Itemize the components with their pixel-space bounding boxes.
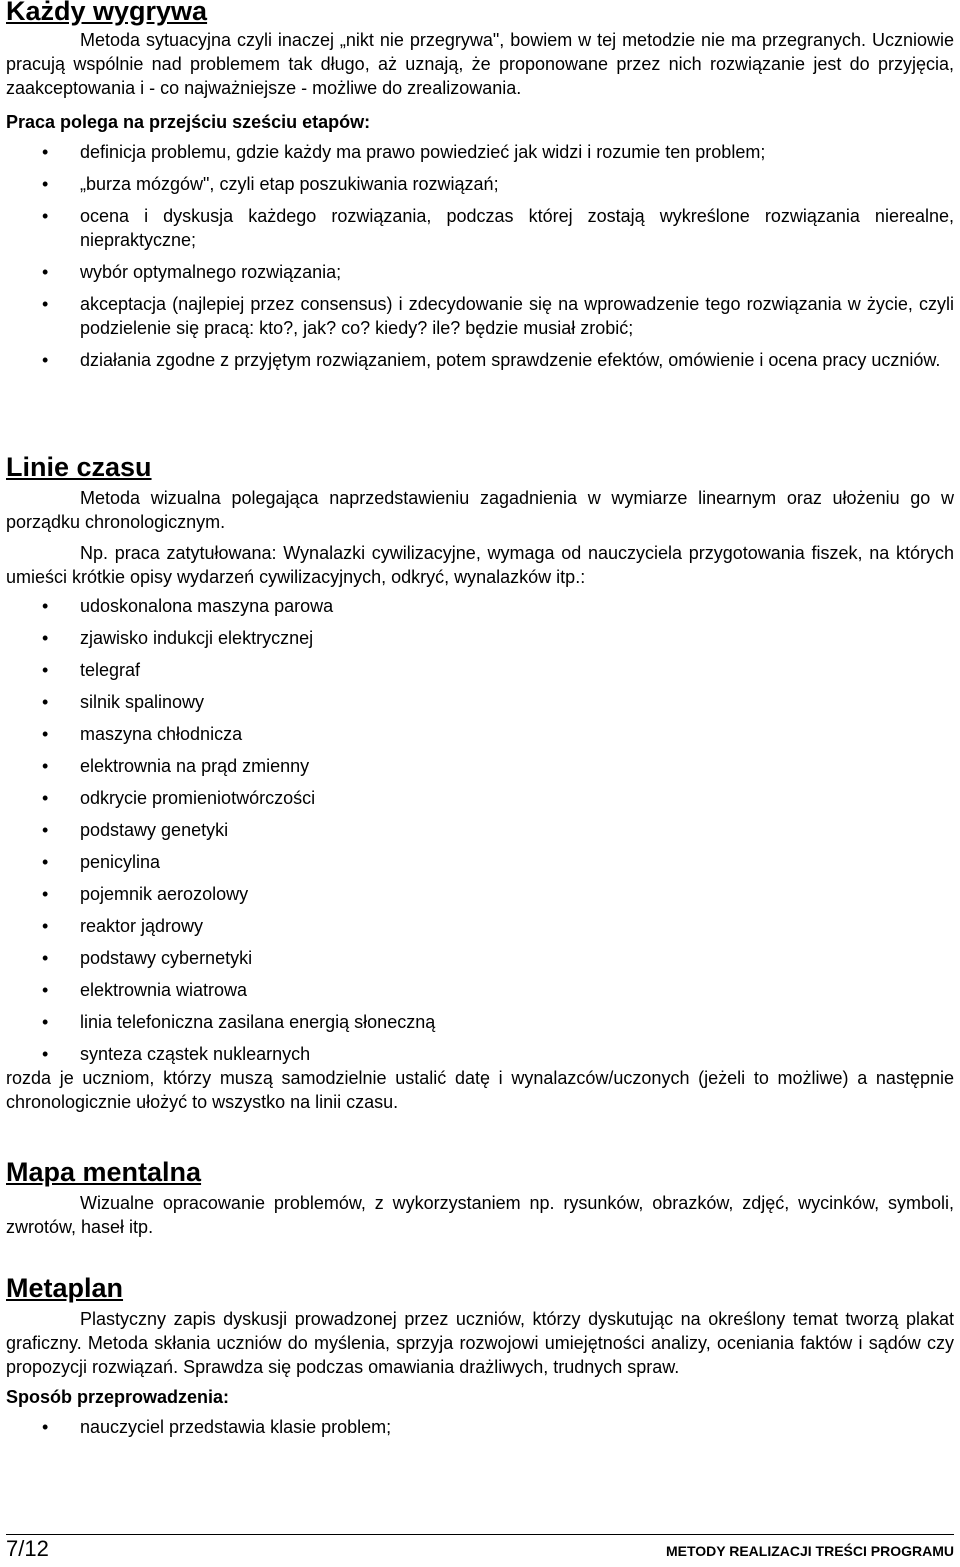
page-footer bbox=[6, 1536, 954, 1566]
stage-list bbox=[6, 140, 954, 372]
list-item-text: synteza cząstek nuklearnych bbox=[80, 1044, 311, 1064]
list-item bbox=[6, 818, 954, 842]
list-item bbox=[6, 978, 954, 1002]
list-item bbox=[6, 626, 954, 650]
list-item bbox=[6, 850, 954, 874]
section-title: Metaplan bbox=[6, 1273, 124, 1303]
list-item bbox=[6, 658, 954, 682]
bullet-icon: • bbox=[42, 660, 49, 680]
list-item bbox=[6, 1010, 954, 1034]
list-item bbox=[6, 348, 954, 372]
list-item-text: silnik spalinowy bbox=[80, 692, 205, 712]
procedure-list bbox=[6, 1415, 954, 1439]
list-item-text: podstawy cybernetyki bbox=[80, 948, 253, 968]
bullet-icon: • bbox=[42, 916, 49, 936]
footer-divider bbox=[6, 1534, 954, 1535]
paragraph: Plastyczny zapis dyskusji prowadzonej przez uczniów, którzy dyskutując na określony temat tworzą plakat graficzny. Metoda skłania uczniów do myślenia, sprzyja rozwojowi umiejętności analizy, oceniania faktów i sądów czy propozycji rozwiązań. Sprawdza się podczas omawiania drażliwych, trudnych spraw. bbox=[6, 1309, 954, 1377]
list-item-text: definicja problemu, gdzie każdy ma prawo powiedzieć jak widzi i rozumie ten problem; bbox=[80, 142, 766, 162]
bullet-icon: • bbox=[42, 628, 49, 648]
bullet-icon: • bbox=[42, 294, 49, 314]
list-item-text: pojemnik aerozolowy bbox=[80, 884, 249, 904]
bullet-icon: • bbox=[42, 174, 49, 194]
list-item bbox=[6, 690, 954, 714]
list-item bbox=[6, 754, 954, 778]
section-metaplan bbox=[6, 1273, 954, 1439]
list-item-text: wybór optymalnego rozwiązania; bbox=[80, 262, 342, 282]
list-item-text: podstawy genetyki bbox=[80, 820, 229, 840]
list-item bbox=[6, 172, 954, 196]
list-item bbox=[6, 1042, 954, 1066]
bullet-icon: • bbox=[42, 142, 49, 162]
list-item bbox=[6, 140, 954, 164]
list-item-text: działania zgodne z przyjętym rozwiązaniem, potem sprawdzenie efektów, omówienie i ocena pracy uczniów. bbox=[80, 350, 941, 370]
list-item-text: elektrownia na prąd zmienny bbox=[80, 756, 310, 776]
section-title: Każdy wygrywa bbox=[6, 0, 208, 26]
list-item bbox=[6, 260, 954, 284]
bullet-icon: • bbox=[42, 1012, 49, 1032]
subheading: Praca polega na przejściu sześciu etapów: bbox=[6, 112, 371, 132]
section-kazdy-wygrywa bbox=[6, 0, 954, 372]
bullet-icon: • bbox=[42, 788, 49, 808]
bullet-icon: • bbox=[42, 692, 49, 712]
list-item bbox=[6, 594, 954, 618]
bullet-icon: • bbox=[42, 206, 49, 226]
subheading: Sposób przeprowadzenia: bbox=[6, 1387, 230, 1407]
section-title: Linie czasu bbox=[6, 452, 152, 482]
bullet-icon: • bbox=[42, 350, 49, 370]
bullet-icon: • bbox=[42, 724, 49, 744]
bullet-icon: • bbox=[42, 756, 49, 776]
list-item-text: reaktor jądrowy bbox=[80, 916, 204, 936]
list-item bbox=[6, 786, 954, 810]
list-item-text: linia telefoniczna zasilana energią słoneczną bbox=[80, 1012, 436, 1032]
paragraph: Metoda wizualna polegająca naprzedstawieniu zagadnienia w wymiarze linearnym oraz ułożeniu go w porządku chronologicznym. bbox=[6, 488, 954, 532]
section-mapa-mentalna bbox=[6, 1157, 954, 1239]
running-title: METODY REALIZACJI TREŚCI PROGRAMU bbox=[665, 1543, 954, 1559]
bullet-icon: • bbox=[42, 852, 49, 872]
list-item bbox=[6, 946, 954, 970]
paragraph: Metoda sytuacyjna czyli inaczej „nikt nie przegrywa", bowiem w tej metodzie nie ma przegranych. Uczniowie pracują wspólnie nad problemem tak długo, aż uznają, że proponowane przez nich rozwiązanie jest do przyjęcia, zaakceptowania i - co najważniejsze - możliwe do zrealizowania. bbox=[6, 30, 954, 98]
paragraph: Wizualne opracowanie problemów, z wykorzystaniem np. rysunków, obrazków, zdjęć, wycinków, symboli, zwrotów, haseł itp. bbox=[6, 1193, 954, 1237]
list-item-text: „burza mózgów", czyli etap poszukiwania rozwiązań; bbox=[80, 174, 499, 194]
list-item-text: ocena i dyskusja każdego rozwiązania, podczas której zostają wykreślone rozwiązania nierealne, niepraktyczne; bbox=[80, 206, 954, 250]
section-linie-czasu bbox=[6, 452, 954, 1114]
bullet-icon: • bbox=[42, 1044, 49, 1064]
list-item-text: elektrownia wiatrowa bbox=[80, 980, 248, 1000]
list-item-text: zjawisko indukcji elektrycznej bbox=[80, 628, 314, 648]
list-item bbox=[6, 292, 954, 340]
page-number: 7/12 bbox=[6, 1536, 49, 1561]
list-item bbox=[6, 722, 954, 746]
bullet-icon: • bbox=[42, 884, 49, 904]
list-item-text: odkrycie promieniotwórczości bbox=[80, 788, 316, 808]
section-title: Mapa mentalna bbox=[6, 1157, 202, 1187]
list-item bbox=[6, 204, 954, 252]
paragraph: rozda je uczniom, którzy muszą samodzielnie ustalić datę i wynalazców/uczonych (jeżeli to możliwe) a następnie chronologicznie ułożyć to wszystko na linii czasu. bbox=[6, 1068, 954, 1112]
inventions-list bbox=[6, 594, 954, 1066]
paragraph: Np. praca zatytułowana: Wynalazki cywilizacyjne, wymaga od nauczyciela przygotowania fiszek, na których umieści krótkie opisy wydarzeń cywilizacyjnych, odkryć, wynalazków itp.: bbox=[6, 543, 954, 587]
list-item bbox=[6, 1415, 954, 1439]
list-item-text: telegraf bbox=[80, 660, 141, 680]
list-item-text: nauczyciel przedstawia klasie problem; bbox=[80, 1417, 392, 1437]
bullet-icon: • bbox=[42, 948, 49, 968]
list-item-text: akceptacja (najlepiej przez consensus) i zdecydowanie się na wprowadzenie tego rozwiązania w życie, czyli podzielenie się pracą: kto?, jak? co? kiedy? ile? będzie musiał zrobić; bbox=[80, 294, 954, 338]
list-item bbox=[6, 914, 954, 938]
bullet-icon: • bbox=[42, 596, 49, 616]
bullet-icon: • bbox=[42, 262, 49, 282]
list-item-text: penicylina bbox=[80, 852, 161, 872]
list-item-text: maszyna chłodnicza bbox=[80, 724, 243, 744]
list-item-text: udoskonalona maszyna parowa bbox=[80, 596, 334, 616]
bullet-icon: • bbox=[42, 820, 49, 840]
list-item bbox=[6, 882, 954, 906]
bullet-icon: • bbox=[42, 980, 49, 1000]
bullet-icon: • bbox=[42, 1417, 49, 1437]
